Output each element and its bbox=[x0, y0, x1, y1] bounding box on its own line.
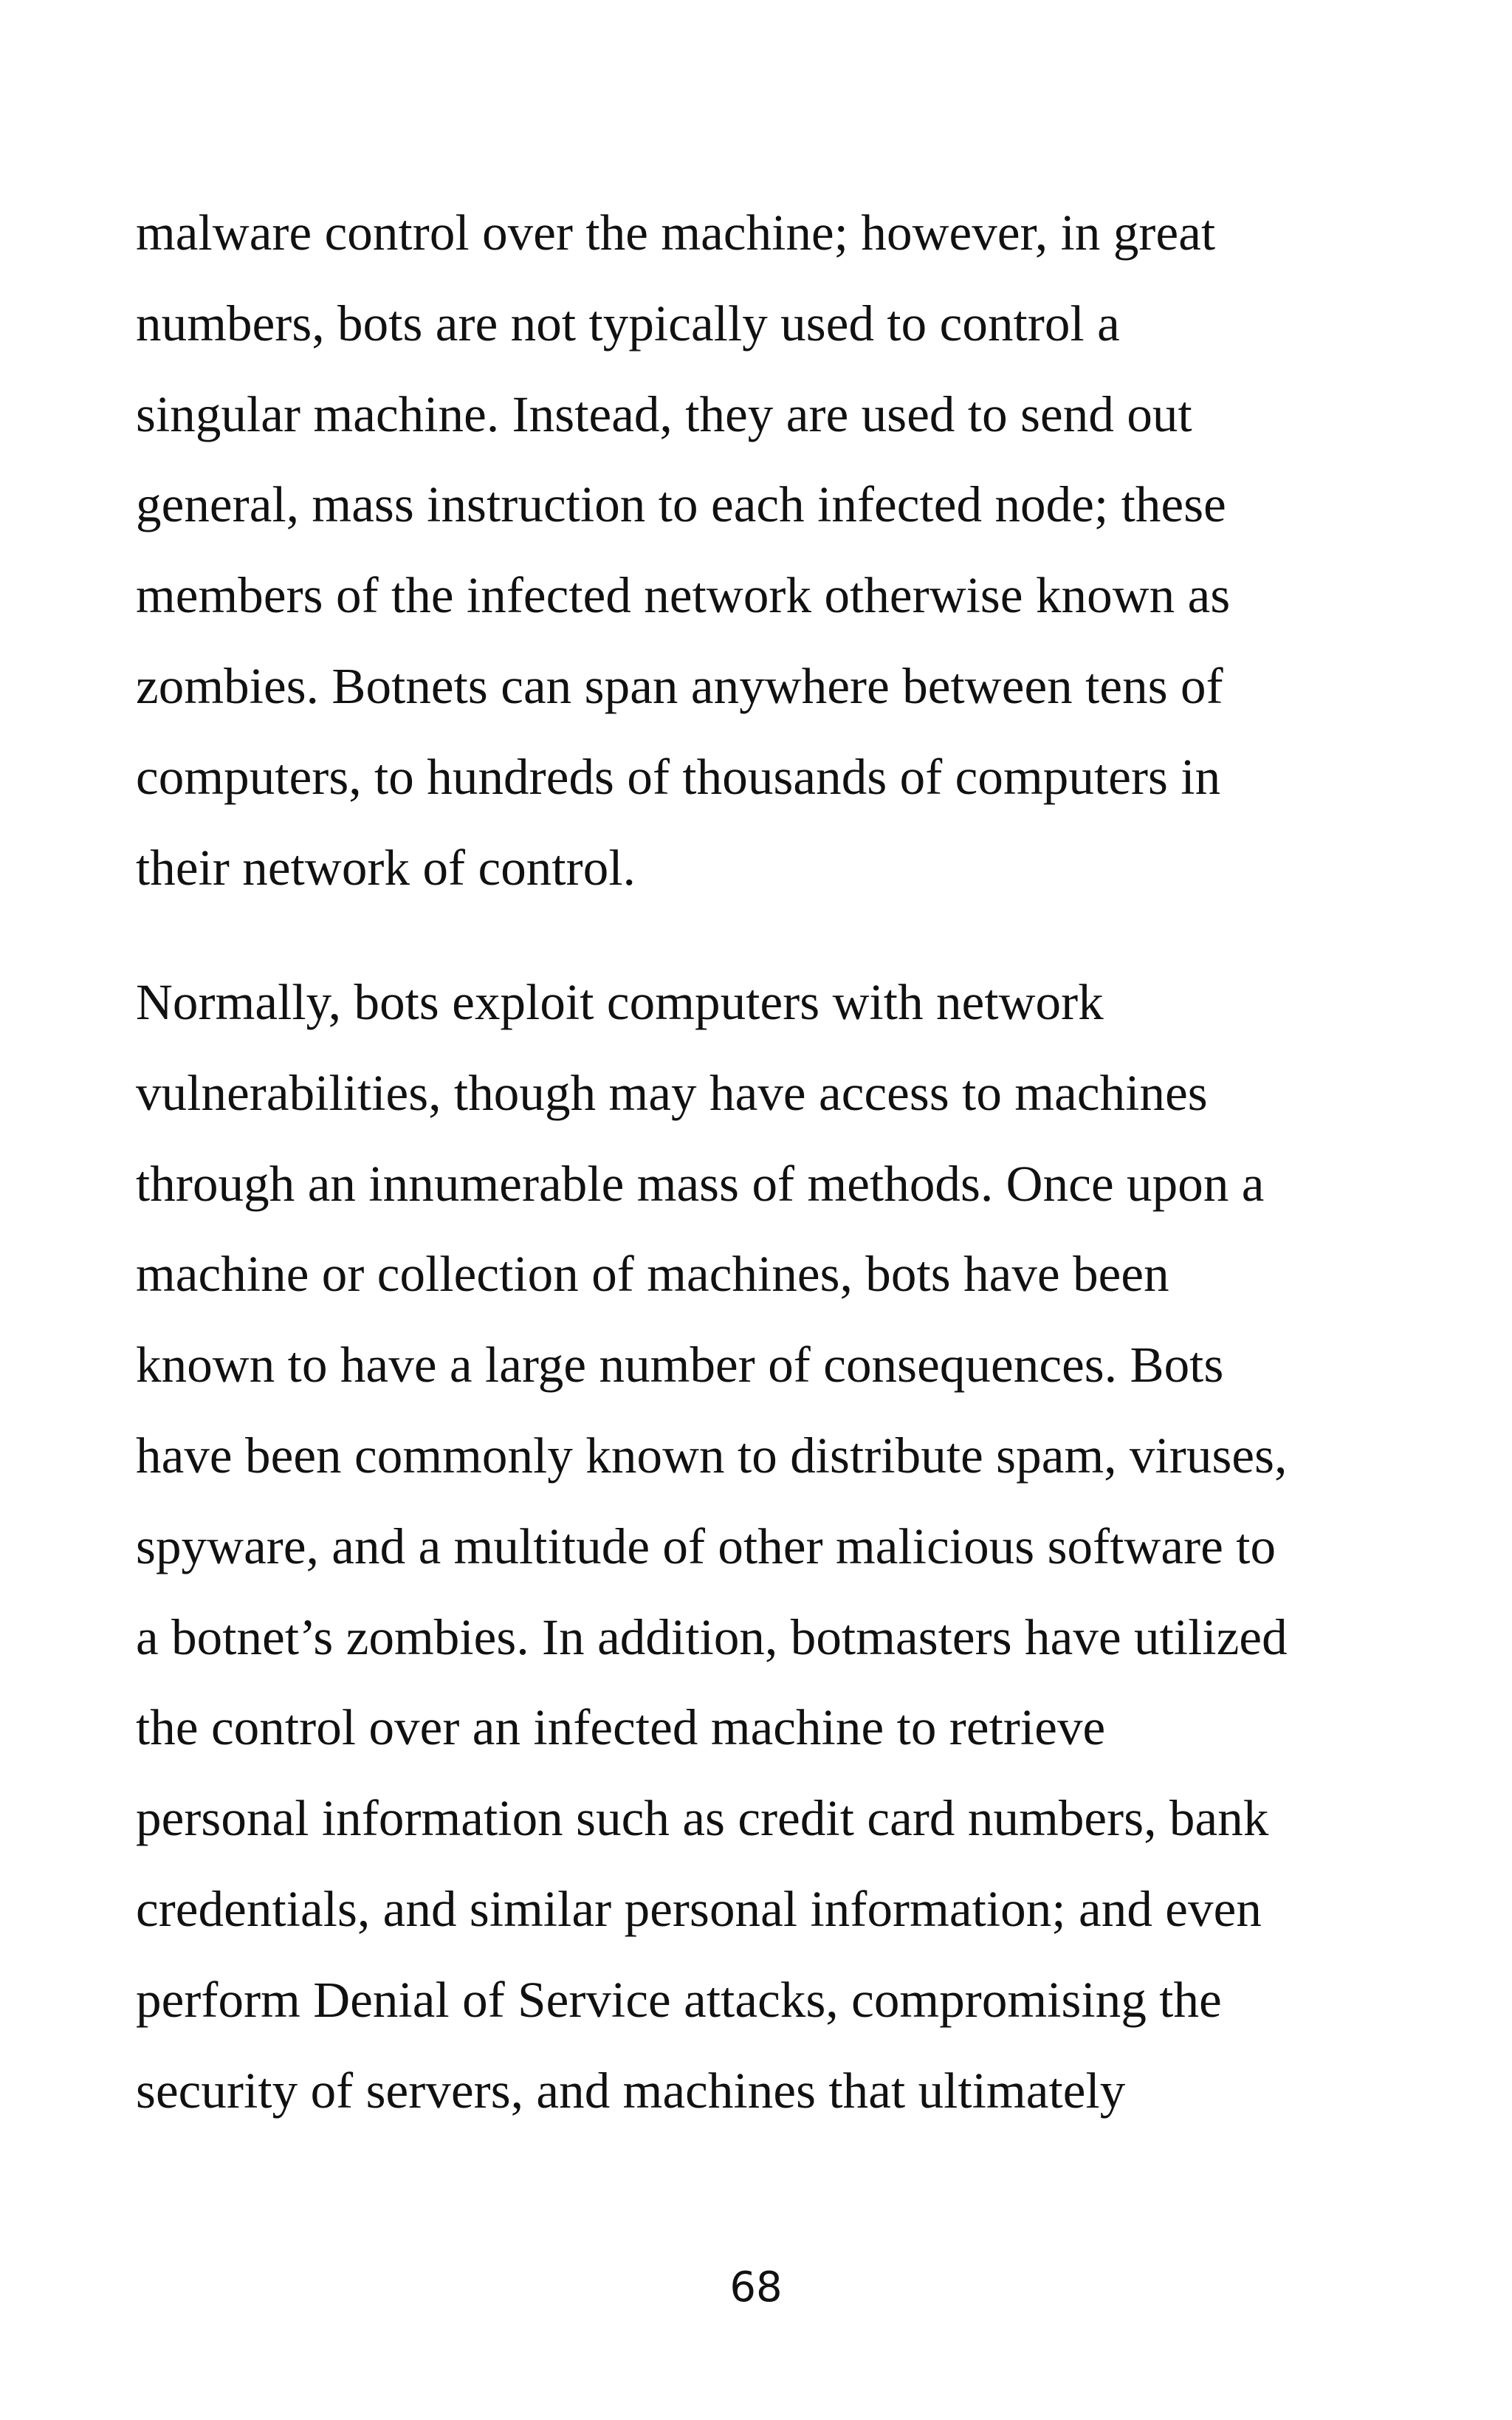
text-line: singular machine. Instead, they are used to send out bbox=[136, 385, 1192, 442]
text-line: known to have a large number of consequences. Bots bbox=[136, 1337, 1224, 1394]
paragraph-bot-consequences bbox=[136, 957, 1391, 2136]
text-line: general, mass instruction to each infected node; these bbox=[136, 476, 1226, 533]
text-line: spyware, and a multitude of other malicious software to bbox=[136, 1518, 1276, 1574]
text-line: members of the infected network otherwise known as bbox=[136, 567, 1231, 624]
text-line: malware control over the machine; however, in great bbox=[136, 205, 1216, 261]
text-line: perform Denial of Service attacks, compromising the bbox=[136, 1971, 1222, 2028]
text-line: through an innumerable mass of methods. Once upon a bbox=[136, 1155, 1265, 1212]
text-line: zombies. Botnets can span anywhere between tens of bbox=[136, 657, 1223, 714]
text-line: credentials, and similar personal information; and even bbox=[136, 1880, 1262, 1937]
text-line: their network of control. bbox=[136, 839, 636, 896]
text-line: vulnerabilities, though may have access to machines bbox=[136, 1064, 1208, 1121]
text-line: security of servers, and machines that ultimately bbox=[136, 2062, 1126, 2119]
text-line: Normally, bots exploit computers with network bbox=[136, 974, 1104, 1030]
text-line: computers, to hundreds of thousands of computers in bbox=[136, 748, 1221, 805]
text-line: machine or collection of machines, bots have been bbox=[136, 1246, 1169, 1303]
text-line: personal information such as credit card numbers, bank bbox=[136, 1790, 1269, 1847]
text-line: have been commonly known to distribute spam, viruses, bbox=[136, 1427, 1288, 1484]
text-line: the control over an infected machine to retrieve bbox=[136, 1699, 1106, 1756]
paragraph-botnet-scale bbox=[136, 188, 1391, 913]
page-number: 68 bbox=[729, 2263, 783, 2311]
text-line: a botnet’s zombies. In addition, botmasters have utilized bbox=[136, 1608, 1288, 1665]
text-line: numbers, bots are not typically used to control a bbox=[136, 295, 1120, 352]
